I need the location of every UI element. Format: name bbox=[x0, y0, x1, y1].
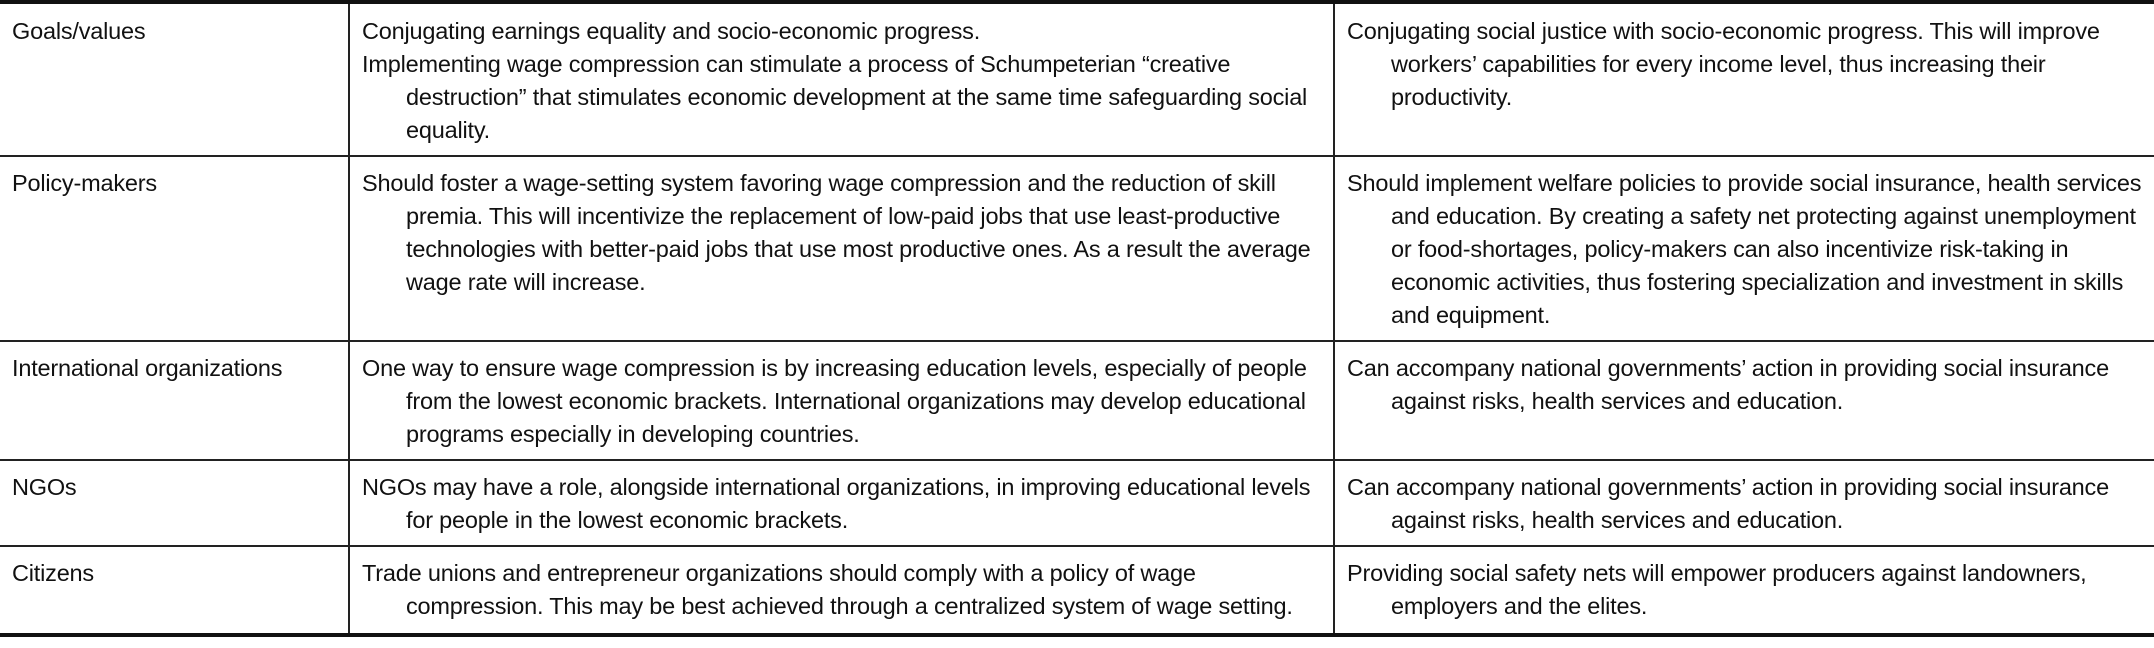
table-row-citizens bbox=[0, 546, 2154, 635]
cell-col3 bbox=[1334, 2, 2154, 156]
cell-paragraph: Conjugating social justice with socio-economic progress. This will improve workers’ capabilities for every income level, thus increasing their productivity. bbox=[1347, 18, 2100, 110]
cell-paragraph: Conjugating earnings equality and socio-economic progress. bbox=[362, 18, 981, 44]
cell-col2 bbox=[349, 460, 1334, 546]
row-label: Policy-makers bbox=[0, 156, 349, 341]
table-row-goals-values bbox=[0, 2, 2154, 156]
table-row-international-organizations bbox=[0, 341, 2154, 460]
cell-col3 bbox=[1334, 156, 2154, 341]
cell-paragraph: Can accompany national governments’ action in providing social insurance against risks, health services and education. bbox=[1347, 474, 2109, 533]
cell-paragraph: Implementing wage compression can stimulate a process of Schumpeterian “creative destruction” that stimulates economic development at the same time safeguarding social equality. bbox=[362, 51, 1308, 143]
cell-col2 bbox=[349, 546, 1334, 635]
table-row-policy-makers bbox=[0, 156, 2154, 341]
row-label: Citizens bbox=[0, 546, 349, 635]
cell-paragraph: Trade unions and entrepreneur organizations should comply with a policy of wage compression. This may be best achieved through a centralized system of wage setting. bbox=[362, 560, 1293, 619]
cell-paragraph: Providing social safety nets will empower producers against landowners, employers and the elites. bbox=[1347, 560, 2087, 619]
cell-paragraph: Can accompany national governments’ action in providing social insurance against risks, health services and education. bbox=[1347, 355, 2109, 414]
cell-col3 bbox=[1334, 341, 2154, 460]
row-label: International organizations bbox=[0, 341, 349, 460]
cell-paragraph: One way to ensure wage compression is by increasing education levels, especially of people from the lowest economic brackets. International organizations may develop educational programs especially in developing countries. bbox=[362, 355, 1307, 447]
cell-col3 bbox=[1334, 460, 2154, 546]
cell-col2 bbox=[349, 2, 1334, 156]
cell-col2 bbox=[349, 341, 1334, 460]
cell-paragraph: Should implement welfare policies to provide social insurance, health services and education. By creating a safety net protecting against unemployment or food-shortages, policy-makers can also incentivize risk-taking in economic activities, thus fostering specialization and investment in skills and equipment. bbox=[1347, 170, 2142, 328]
row-label: Goals/values bbox=[0, 2, 349, 156]
cell-col3 bbox=[1334, 546, 2154, 635]
cell-col2 bbox=[349, 156, 1334, 341]
cell-paragraph: Should foster a wage-setting system favoring wage compression and the reduction of skill premia. This will incentivize the replacement of low-paid jobs that use least-productive technologies with better-paid jobs that use most productive ones. As a result the average wage rate will increase. bbox=[362, 170, 1311, 295]
cell-paragraph: NGOs may have a role, alongside international organizations, in improving educational levels for people in the lowest economic brackets. bbox=[362, 474, 1311, 533]
table-row-ngos bbox=[0, 460, 2154, 546]
row-label: NGOs bbox=[0, 460, 349, 546]
